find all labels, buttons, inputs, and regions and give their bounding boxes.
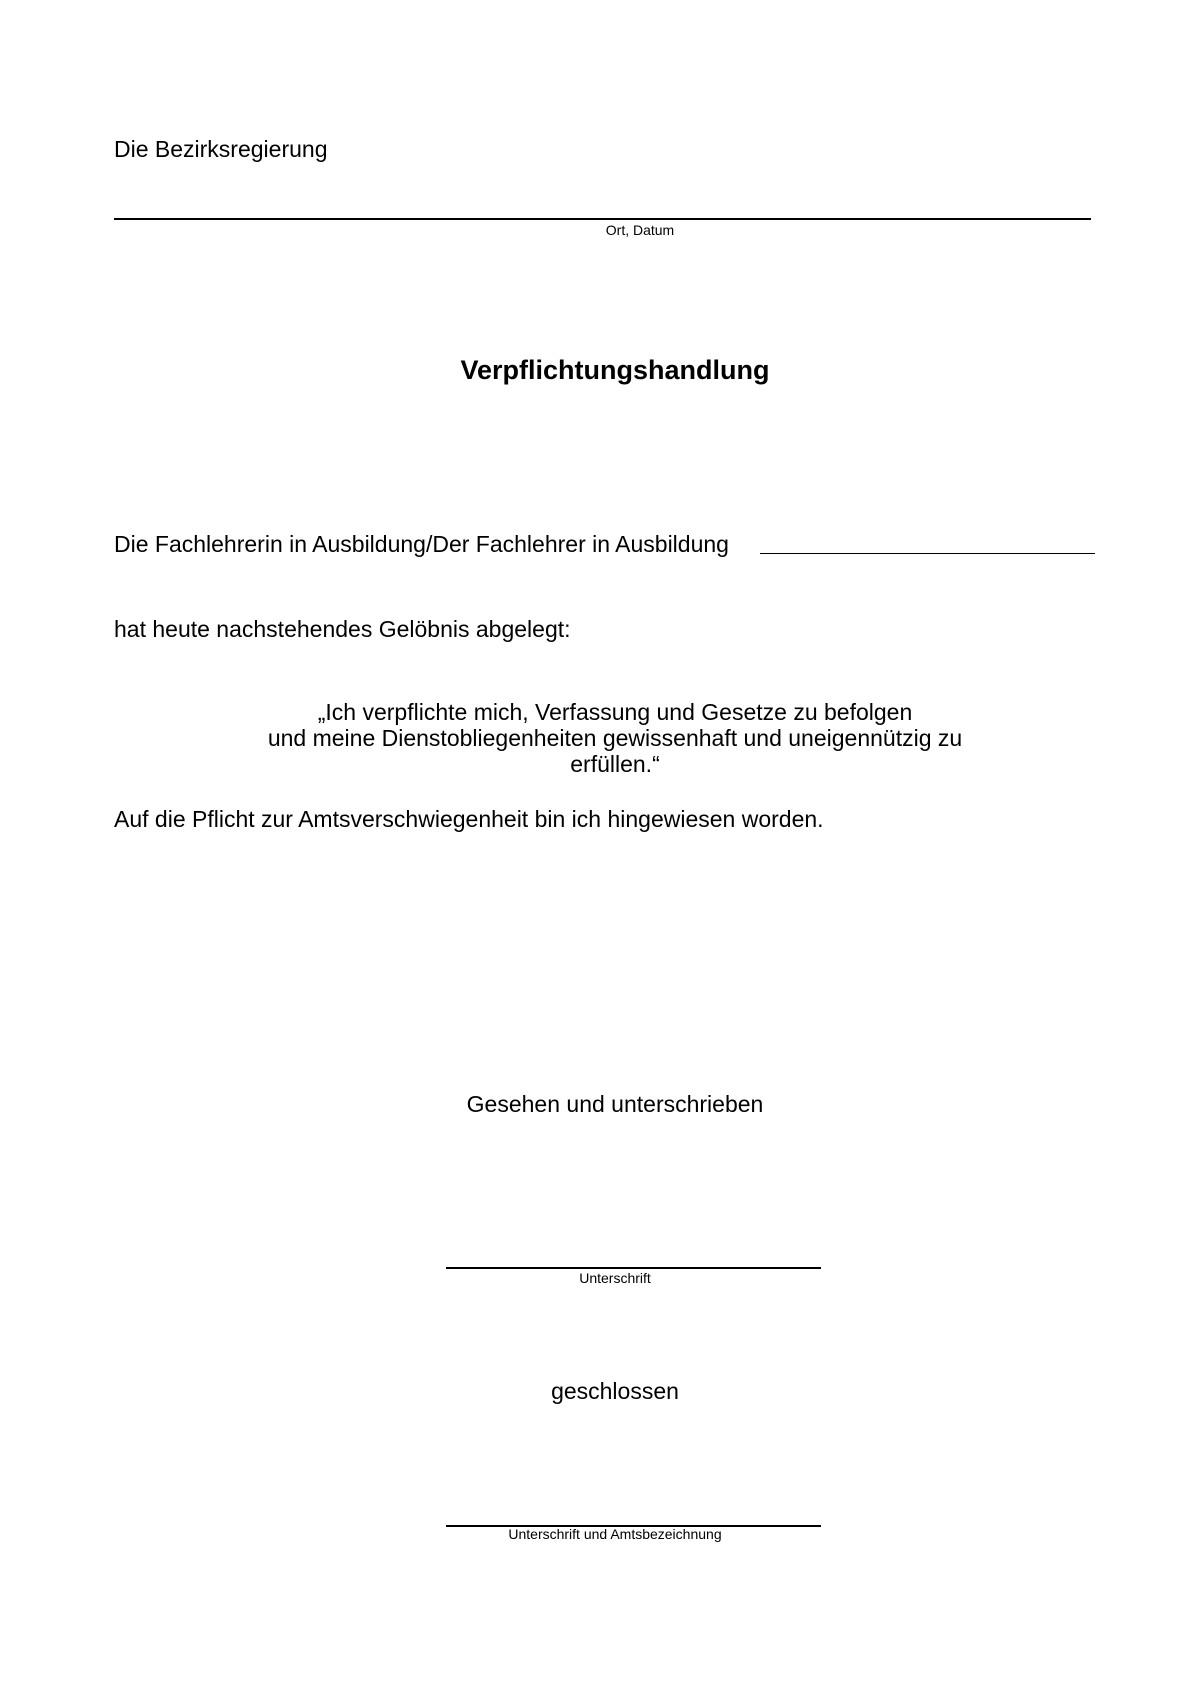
place-date-line bbox=[114, 218, 1091, 220]
secrecy-note: Auf die Pflicht zur Amtsverschwiegenheit bin ich hingewiesen worden. bbox=[114, 806, 824, 832]
place-date-label: Ort, Datum bbox=[605, 222, 675, 238]
trainee-name-blank bbox=[760, 553, 1095, 554]
oath-line: „Ich verpflichte mich, Verfassung und Gesetze zu befolgen bbox=[317, 699, 913, 725]
document-title: Verpflichtungshandlung bbox=[460, 355, 770, 385]
oath-intro: hat heute nachstehendes Gelöbnis abgelegt: bbox=[114, 616, 571, 642]
authority-heading: Die Bezirksregierung bbox=[114, 136, 328, 162]
closed-text: geschlossen bbox=[551, 1378, 679, 1404]
signature-line bbox=[446, 1267, 821, 1269]
trainee-designation: Die Fachlehrerin in Ausbildung/Der Fachlehrer in Ausbildung bbox=[114, 531, 729, 557]
oath-line: und meine Dienstobliegenheiten gewissenhaft und uneigennützig zu bbox=[267, 725, 963, 751]
oath-line: erfüllen.“ bbox=[570, 751, 660, 777]
seen-and-signed-text: Gesehen und unterschrieben bbox=[466, 1091, 764, 1117]
official-signature-label: Unterschrift und Amtsbezeichnung bbox=[508, 1526, 722, 1542]
signature-label: Unterschrift bbox=[579, 1270, 651, 1286]
oath-quote bbox=[200, 699, 1030, 777]
